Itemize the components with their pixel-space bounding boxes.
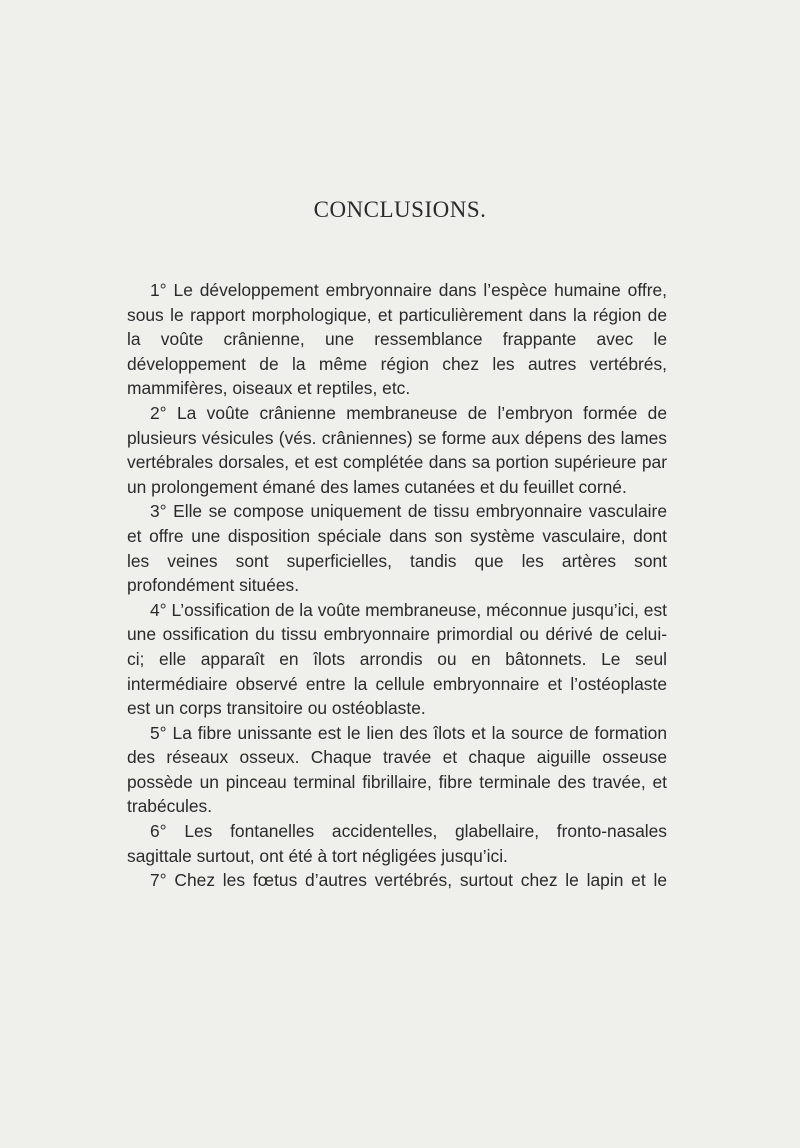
conclusion-paragraph-3: 3° Elle se compose uniquement de tissu embryonnaire vasculaire et offre une disposition spéciale dans son système vasculaire, dont les veines sont superficielles, tandis que les artères sont profondément situées. bbox=[127, 501, 667, 596]
conclusion-paragraph-5: 5° La fibre unissante est le lien des îlots et la source de formation des réseaux osseux. Chaque travée et chaque aiguille osseuse possède un pinceau terminal fibrillaire, fibre terminale des travée, et trabécules. bbox=[127, 722, 667, 817]
conclusion-paragraph-7: 7° Chez les fœtus d’autres vertébrés, surtout chez le lapin et le bbox=[150, 870, 667, 891]
conclusion-paragraph-1: 1° Le développement embryonnaire dans l’espèce humaine offre, sous le rapport morphologique, et particulièrement dans la région de la voûte crânienne, une ressemblance frappante avec le développement de la même région chez les autres vertébrés, mammifères, oiseaux et reptiles, etc. bbox=[127, 280, 667, 399]
conclusion-paragraph-2: 2° La voûte crânienne membraneuse de l’embryon formée de plusieurs vésicules (vés. crâniennes) se forme aux dépens des lames vertébrales dorsales, et est complétée dans sa portion supérieure par un prolongement émané des lames cutanées et du feuillet corné. bbox=[127, 402, 667, 497]
page-title: CONCLUSIONS. bbox=[313, 197, 487, 222]
conclusion-paragraph-6: 6° Les fontanelles accidentelles, glabellaire, fronto-nasales sagittale surtout, ont été à tort négligées jusqu’ici. bbox=[127, 821, 667, 866]
body-text bbox=[127, 278, 667, 893]
conclusion-paragraph-4: 4° L’ossification de la voûte membraneuse, méconnue jusqu’ici, est une ossification du tissu embryonnaire primordial ou dérivé de celui-ci; elle apparaît en îlots arrondis ou en bâtonnets. Le seul intermédiaire observé entre la cellule embryonnaire et l’ostéoplaste est un corps transitoire ou ostéoblaste. bbox=[127, 599, 667, 719]
